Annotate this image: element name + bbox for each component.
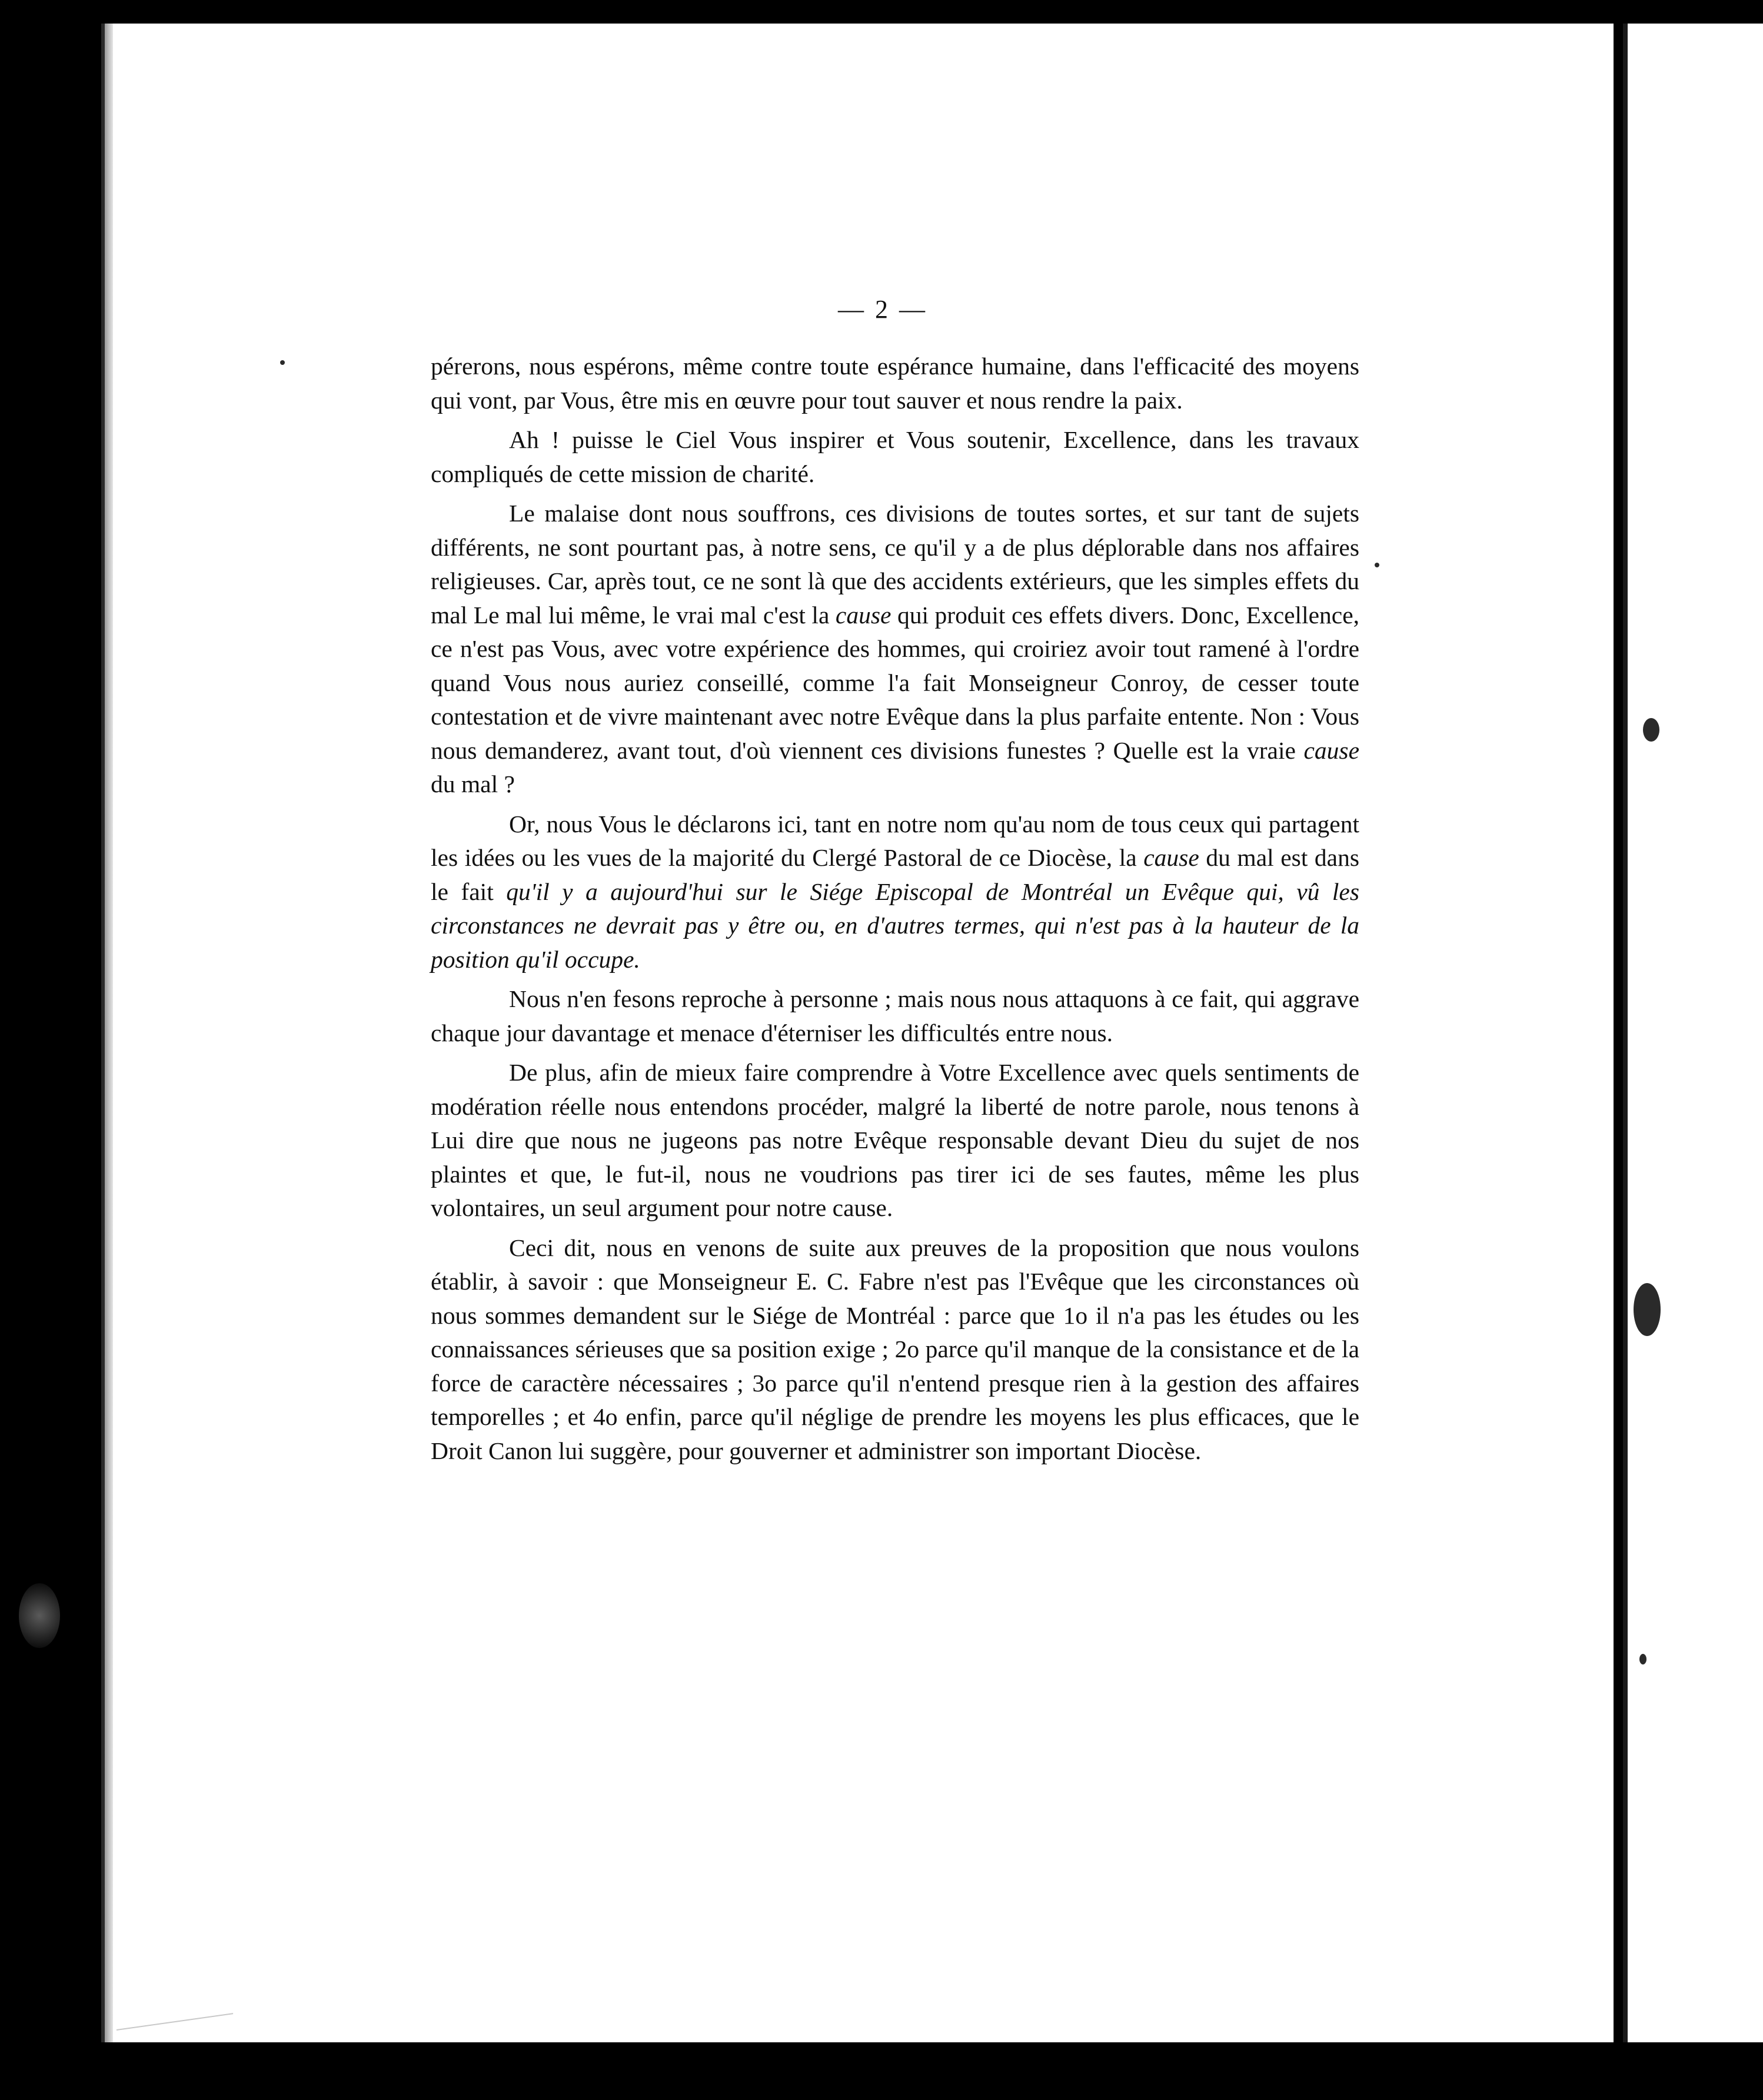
text-run: du mal ?	[431, 770, 515, 798]
ink-stain	[1643, 718, 1659, 742]
scan-artifact	[19, 1583, 60, 1648]
paragraph-p3	[431, 497, 1359, 802]
text-run: Ah ! puisse le Ciel Vous inspirer et Vous soutenir, Excellence, dans les travaux compliqués de cette mission de charité.	[431, 426, 1359, 487]
text-run: Ceci dit, nous en venons de suite aux preuves de la proposition que nous voulons établir, à savoir : que Monseigneur E. C. Fabre n'est pas l'Evêque que les circonstances où nous sommes demandent sur le Siége de Montréal : parce que 1o il n'a pas les études ou les connaissances sérieuses que sa position exige ; 2o parce qu'il manque de la consistance et de la force de caractère nécessaires ; 3o parce qu'il n'entend presque rien à la gestion des affaires temporelles ; et 4o enfin, parce qu'il néglige de prendre les moyens les plus efficaces, que le Droit Canon lui suggère, pour gouverner et administrer son important Diocèse.	[431, 1234, 1359, 1464]
adjacent-page-edge	[1623, 24, 1763, 2042]
page-number: — 2 —	[838, 295, 927, 324]
text-run: De plus, afin de mieux faire comprendre à Votre Excellence avec quels sentiments de modération réelle nous entendons procéder, malgré la liberté de notre parole, nous tenons à Lui dire que nous ne jugeons pas notre Evêque responsable devant Dieu du sujet de nos plaintes et que, le fut-il, nous ne voudrions pas tirer ici de ses fautes, même les plus volontaires, un seul argument pour notre cause.	[431, 1059, 1359, 1221]
italic-text-run: qu'il y a aujourd'hui sur le Siége Episcopal de Montréal un Evêque qui, vû les circonstances ne devrait pas y être ou, en d'autres termes, qui n'est pas à la hauteur de la position qu'il occupe.	[431, 878, 1360, 973]
italic-text-run: cause	[1143, 844, 1199, 871]
paragraph-p5	[431, 982, 1359, 1050]
ink-speck	[1375, 563, 1379, 567]
paragraph-p4	[431, 808, 1359, 977]
text-run: Le malaise dont nous souffrons, ces divisions de toutes sortes, et sur tant de sujets différents, ne sont pourtant pas, à notre sens, ce qu'il y a de plus déplorable dans nos affaires religieuses. Car, après tout, ce ne sont là que des accidents extérieurs, que les simples effets du mal Le mal lui même, le vrai mal c'est la	[431, 500, 1359, 629]
text-run: du mal est dans le fait	[431, 844, 1360, 905]
text-run: qui produit ces effets divers. Donc, Excellence, ce n'est pas Vous, avec votre expérience des hommes, qui croiriez avoir tout ramené à l'ordre quand Vous nous auriez conseillé, comme l'a fait Monseigneur Conroy, de cesser toute contestation et de vivre maintenant avec notre Evêque dans la plus parfaite entente. Non : Vous nous demanderez, avant tout, d'où viennent ces divisions funestes ? Quelle est la vraie	[431, 601, 1359, 764]
italic-text-run: cause	[835, 601, 892, 629]
text-run: Or, nous Vous le déclarons ici, tant en notre nom qu'au nom de tous ceux qui partagent les idées ou les vues de la majorité du Clergé Pastoral de ce Diocèse, la	[431, 810, 1359, 871]
text-run: Nous n'en fesons reproche à personne ; mais nous nous attaquons à ce fait, qui aggrave chaque jour davantage et menace d'éterniser les difficultés entre nous.	[431, 985, 1359, 1046]
page-fold-edge	[105, 24, 113, 2042]
paragraph-p2	[431, 423, 1359, 491]
ink-speck	[1639, 1654, 1646, 1664]
paragraph-p1	[431, 350, 1359, 417]
corner-crease	[117, 2013, 233, 2031]
italic-text-run: cause	[1303, 736, 1359, 764]
ink-stain	[1634, 1283, 1661, 1336]
paragraph-p7	[431, 1231, 1359, 1468]
text-run: pérerons, nous espérons, même contre toute espérance humaine, dans l'efficacité des moyens qui vont, par Vous, être mis en œuvre pour tout sauver et nous rendre la paix.	[431, 353, 1359, 414]
paragraph-p6	[431, 1056, 1359, 1225]
body-text	[431, 350, 1359, 1474]
ink-speck	[280, 360, 285, 365]
